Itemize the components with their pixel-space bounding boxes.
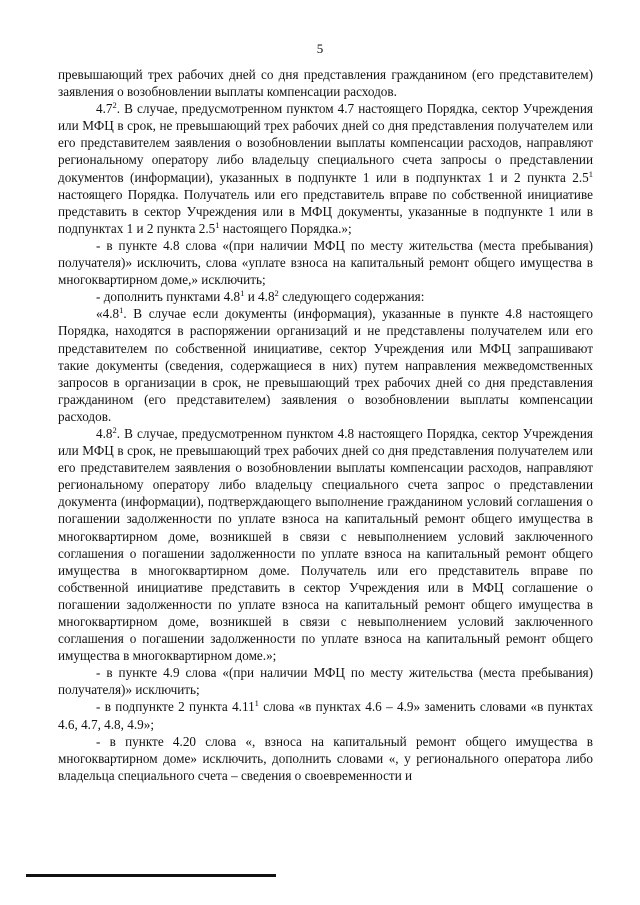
amendment-item-4-20: - в пункте 4.20 слова «, взноса на капитальный ремонт общего имущества в многоквартирном доме» исключить, дополнить словами «, у регионального оператора либо владельца специального счета – сведения о своевременности и xyxy=(58,733,593,783)
paragraph-text: настоящего Порядка.»; xyxy=(219,220,352,236)
superscript: 2 xyxy=(112,100,117,111)
superscript: 1 xyxy=(119,305,124,316)
superscript: 2 xyxy=(112,424,117,435)
paragraph-4-8-1 xyxy=(58,305,593,425)
page-number: 5 xyxy=(316,41,324,56)
paragraph-number: 4.7 xyxy=(96,101,113,117)
amendment-item-4-9: - в пункте 4.9 слова «(при наличии МФЦ по месту жительства (места пребывания) получателя)» исключить; xyxy=(58,665,593,698)
superscript: 1 xyxy=(588,168,593,179)
item-text: и 4.8 xyxy=(244,289,275,305)
amendment-item-4-8: - в пункте 4.8 слова «(при наличии МФЦ по месту жительства (места пребывания) получателя)» исключить, слова «уплате взноса на капитальный ремонт общего имущества в многоквартирном доме,» исключить; xyxy=(58,237,593,288)
amendment-item-add-points xyxy=(58,288,593,305)
paragraph-text: . В случае если документы (информация), указанные в пункте 4.8 настоящего Порядка, находятся в распоряжении организаций и не представлены получателем или его представителем по собственной инициативе, сектор Учреждения или МФЦ запрашивают такие документы (сведения, содержащиеся в них) путем направления межведомственных запросов в организации в срок, не превышающий трех рабочих дней со дня представления гражданином (его представителем) заявления о возобновлении выплаты компенсации расходов. xyxy=(58,306,593,424)
item-text: следующего содержания: xyxy=(278,289,425,305)
item-text: - дополнить пунктами 4.8 xyxy=(96,289,241,305)
paragraph-4-8-2 xyxy=(58,425,593,664)
item-text: - в подпункте 2 пункта 4.11 xyxy=(96,699,255,715)
paragraph-text: . В случае, предусмотренном пунктом 4.8 настоящего Порядка, сектор Учреждения или МФЦ в срок, не превышающий трех рабочих дней со дня представления получателем или его представителем заявления о возобновлении выплаты компенсации расходов, направляют региональному оператору либо владельцу специального счета запрос о представлении документа (информации), подтверждающего выполнение гражданином условий соглашения о погашении задолженности по уплате взноса на капитальный ремонт общего имущества в многоквартирном доме, возникшей в связи с невыполнением условий заключенного соглашения о погашении задолженности по уплате взноса на капитальный ремонт общего имущества в многоквартирном доме. Получатель или его представитель вправе по собственной инициативе представить в сектор Учреждения или в МФЦ соглашение о погашении задолженности по уплате взноса на капитальный ремонт общего имущества в многоквартирном доме, возникшей в связи с невыполнением условий заключенного соглашения о погашении задолженности по уплате взноса на капитальный ремонт общего имущества в многоквартирном доме.»; xyxy=(58,425,593,664)
item-text: слова «в пунктах 4.6 – 4.9» заменить словами «в пунктах 4.6, 4.7, 4.8, 4.9»; xyxy=(58,699,593,732)
paragraph-text: . В случае, предусмотренном пунктом 4.7 настоящего Порядка, сектор Учреждения или МФЦ в срок, не превышающий трех рабочих дней со дня представления получателем или его представителем заявления о возобновлении выплаты компенсации расходов, направляют региональному оператору либо владельцу специального счета запросы о представлении документов (информации), указанных в подпункте 1 или в подпунктах 1 и 2 пункта 2.5 xyxy=(58,101,593,185)
paragraph-text: настоящего Порядка. Получатель или его представитель вправе по собственной инициативе представить в сектор Учреждения или в МФЦ документы, указанные в подпункте 1 или в подпунктах 1 и 2 пункта 2.5 xyxy=(58,186,593,236)
footer-rule xyxy=(26,874,276,877)
superscript: 2 xyxy=(274,288,279,299)
paragraph-number: 4.8 xyxy=(96,425,113,441)
superscript: 1 xyxy=(240,288,245,299)
paragraph-4-7-2 xyxy=(58,100,593,237)
paragraph-number: «4.8 xyxy=(96,306,120,322)
amendment-item-4-11-1 xyxy=(58,698,593,732)
superscript: 1 xyxy=(215,219,220,230)
continuation-paragraph: превышающий трех рабочих дней со дня представления гражданином (его представителем) заявления о возобновлении выплаты компенсации расходов. xyxy=(58,67,593,100)
superscript: 1 xyxy=(254,698,259,709)
document-body xyxy=(58,66,593,784)
